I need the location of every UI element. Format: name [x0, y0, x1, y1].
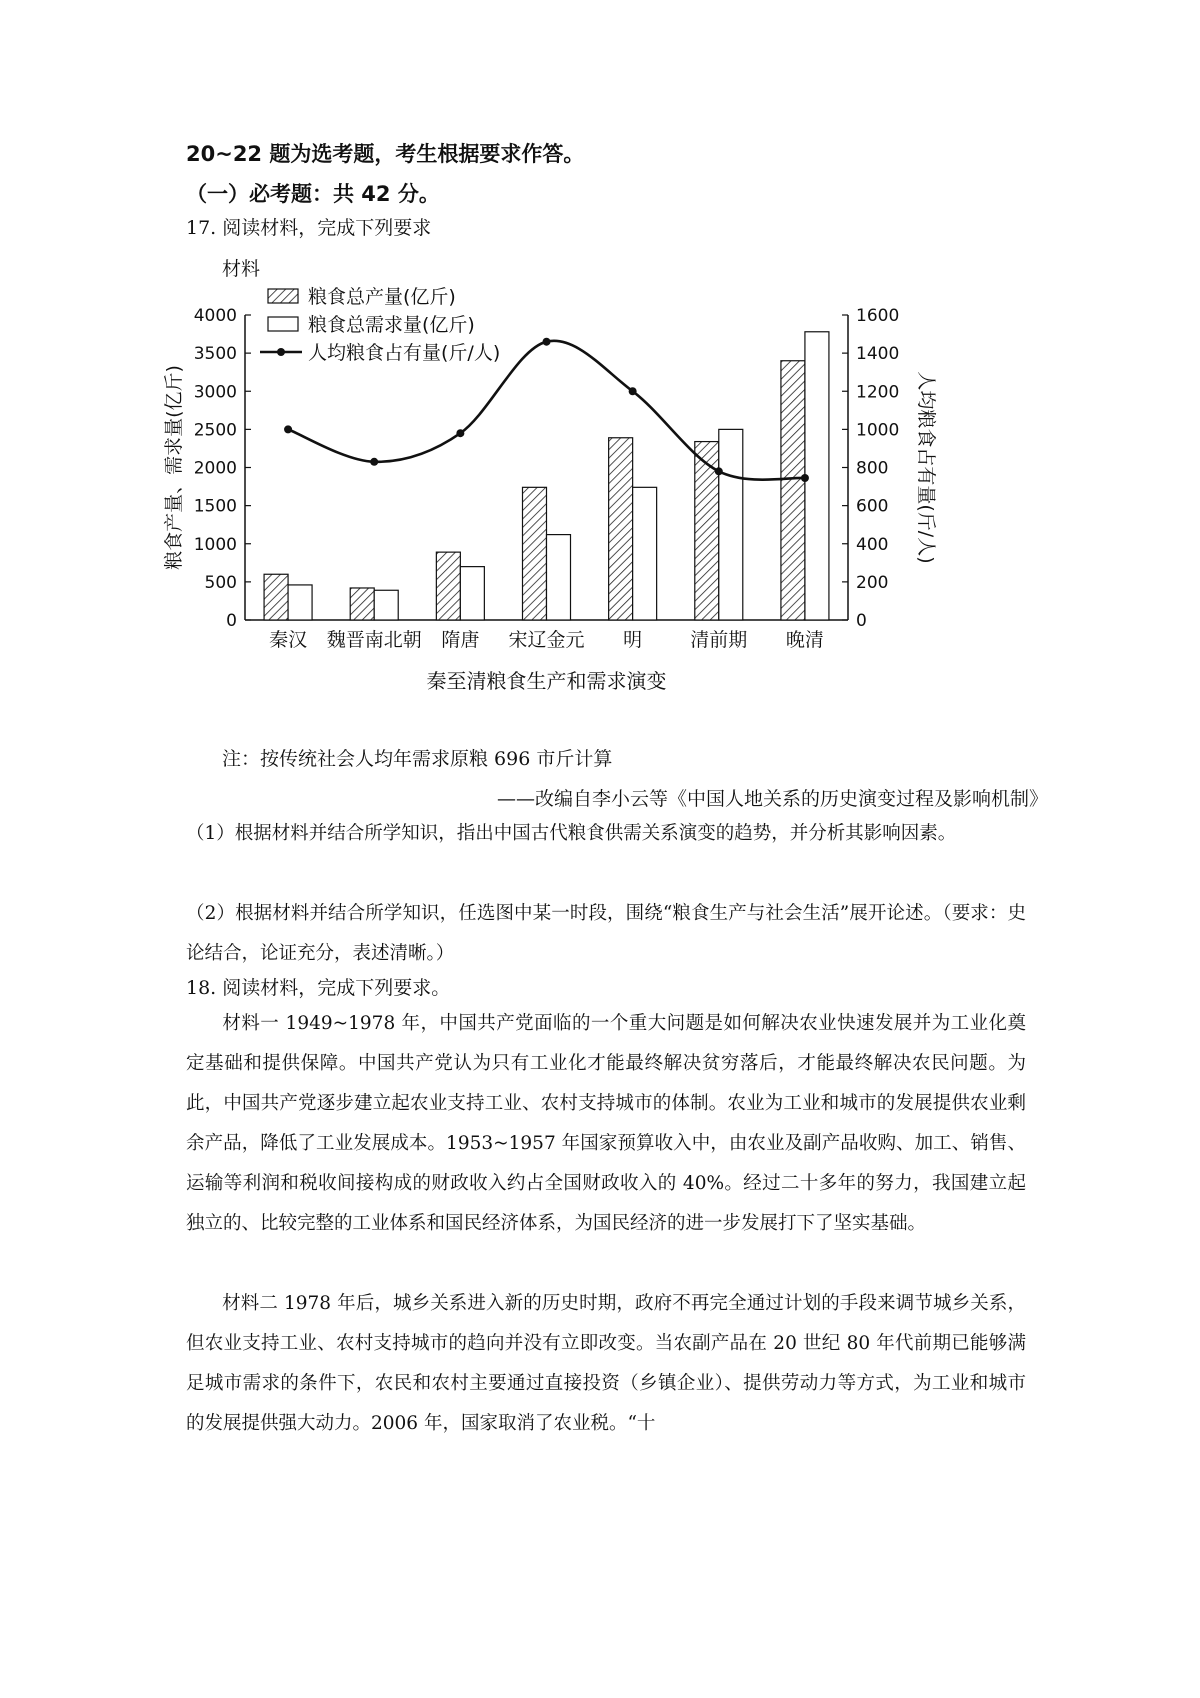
chart-note: 注：按传统社会人均年需求原粮 696 市斤计算: [222, 748, 613, 770]
left-tick-label: 3000: [193, 382, 237, 403]
bar-production: [523, 487, 547, 620]
bar-demand: [805, 332, 829, 620]
material-1: [186, 1004, 1026, 1244]
material-2: [186, 1284, 1026, 1444]
category-label: 宋辽金元: [508, 629, 585, 651]
question-18-title: 18. 阅读材料，完成下列要求。: [186, 977, 451, 999]
right-tick-label: 400: [856, 534, 889, 555]
bar-demand: [288, 585, 312, 620]
right-tick-label: 0: [856, 611, 867, 631]
grain-chart: [150, 280, 1050, 760]
category-label: 明: [623, 629, 643, 651]
right-tick-label: 1200: [856, 382, 900, 403]
per-capita-point: [456, 429, 464, 437]
legend-point-per-capita: [277, 348, 285, 356]
legend-label-demand: 粮食总需求量(亿斤): [308, 314, 475, 336]
legend-swatch-demand: [268, 317, 298, 331]
category-label: 秦汉: [269, 629, 308, 651]
legend-swatch-production: [268, 289, 298, 303]
bar-demand: [633, 487, 657, 620]
category-label: 晚清: [785, 629, 824, 651]
left-tick-label: 1500: [193, 496, 237, 517]
category-label: 清前期: [690, 629, 748, 651]
left-tick-label: 3500: [193, 344, 237, 365]
y2-axis-label: 人均粮食占有量(斤/人): [915, 371, 937, 564]
bar-production: [436, 552, 460, 620]
y-axis-label: 粮食产量、需求量(亿斤): [163, 365, 185, 570]
material-2-text: 材料二 1978 年后，城乡关系进入新的历史时期，政府不再完全通过计划的手段来调节城乡关系，但农业支持工业、农村支持城市的趋向并没有立即改变。当农副产品在 20 世纪 80 年代前期已能够满足城市需求的条件下，农民和农村主要通过直接投资（乡镇企业）、提供劳动力等方式，为工业和城市的发展提供强大动力。2006 年，国家取消了农业税。“十: [186, 1293, 1026, 1434]
left-tick-label: 500: [204, 572, 237, 593]
per-capita-point: [629, 387, 637, 395]
left-tick-label: 2000: [193, 458, 237, 479]
left-tick-label: 4000: [193, 306, 237, 326]
per-capita-point: [284, 425, 292, 433]
bar-demand: [547, 535, 571, 620]
category-label: 魏晋南北朝: [326, 629, 422, 651]
left-tick-label: 0: [226, 611, 237, 631]
section-heading-required: （一）必考题：共 42 分。: [186, 182, 440, 206]
per-capita-point: [801, 474, 809, 482]
material-1-text: 材料一 1949~1978 年，中国共产党面临的一个重大问题是如何解决农业快速发展并为工业化奠定基础和提供保障。中国共产党认为只有工业化才能最终解决贫穷落后，才能最终解决农民问题。为此，中国共产党逐步建立起农业支持工业、农村支持城市的体制。农业为工业和城市的发展提供农业剩余产品，降低了工业发展成本。1953~1957 年国家预算收入中，由农业及副产品收购、加工、销售、运输等利润和税收间接构成的财政收入约占全国财政收入的 40%。经过二十多年的努力，我国建立起独立的、比较完整的工业体系和国民经济体系，为国民经济的进一步发展打下了坚实基础。: [186, 1013, 1026, 1234]
per-capita-point: [370, 458, 378, 466]
bar-demand: [719, 429, 743, 620]
bar-production: [781, 361, 805, 620]
section-heading-elective: 20~22 题为选考题，考生根据要求作答。: [186, 142, 585, 166]
right-tick-label: 1400: [856, 344, 900, 365]
per-capita-point: [715, 467, 723, 475]
per-capita-point: [543, 338, 551, 346]
left-tick-label: 1000: [193, 534, 237, 555]
bar-production: [264, 574, 288, 620]
question-17-part-2: （2）根据材料并结合所学知识，任选图中某一时段，围绕“粮食生产与社会生活”展开论述。（要求：史论结合，论证充分，表述清晰。）: [186, 903, 1026, 964]
right-tick-label: 800: [856, 458, 889, 479]
bar-production: [609, 438, 633, 620]
bar-demand: [374, 590, 398, 620]
category-label: 隋唐: [441, 629, 480, 651]
chart-source: ——改编自李小云等《中国人地关系的历史演变过程及影响机制》: [496, 788, 1048, 810]
question-17-title: 17. 阅读材料，完成下列要求: [186, 217, 432, 239]
legend-label-per-capita: 人均粮食占有量(斤/人): [308, 342, 501, 364]
right-tick-label: 1600: [856, 306, 900, 326]
right-tick-label: 1000: [856, 420, 900, 441]
bar-demand: [460, 567, 484, 620]
legend-label-production: 粮食总产量(亿斤): [308, 286, 456, 308]
material-label: 材料: [222, 258, 261, 280]
left-tick-label: 2500: [193, 420, 237, 441]
right-tick-label: 600: [856, 496, 889, 517]
chart-title: 秦至清粮食生产和需求演变: [426, 669, 667, 693]
question-17-part-1: （1）根据材料并结合所学知识，指出中国古代粮食供需关系演变的趋势，并分析其影响因素。: [186, 823, 957, 844]
right-tick-label: 200: [856, 572, 889, 593]
bar-production: [350, 588, 374, 620]
